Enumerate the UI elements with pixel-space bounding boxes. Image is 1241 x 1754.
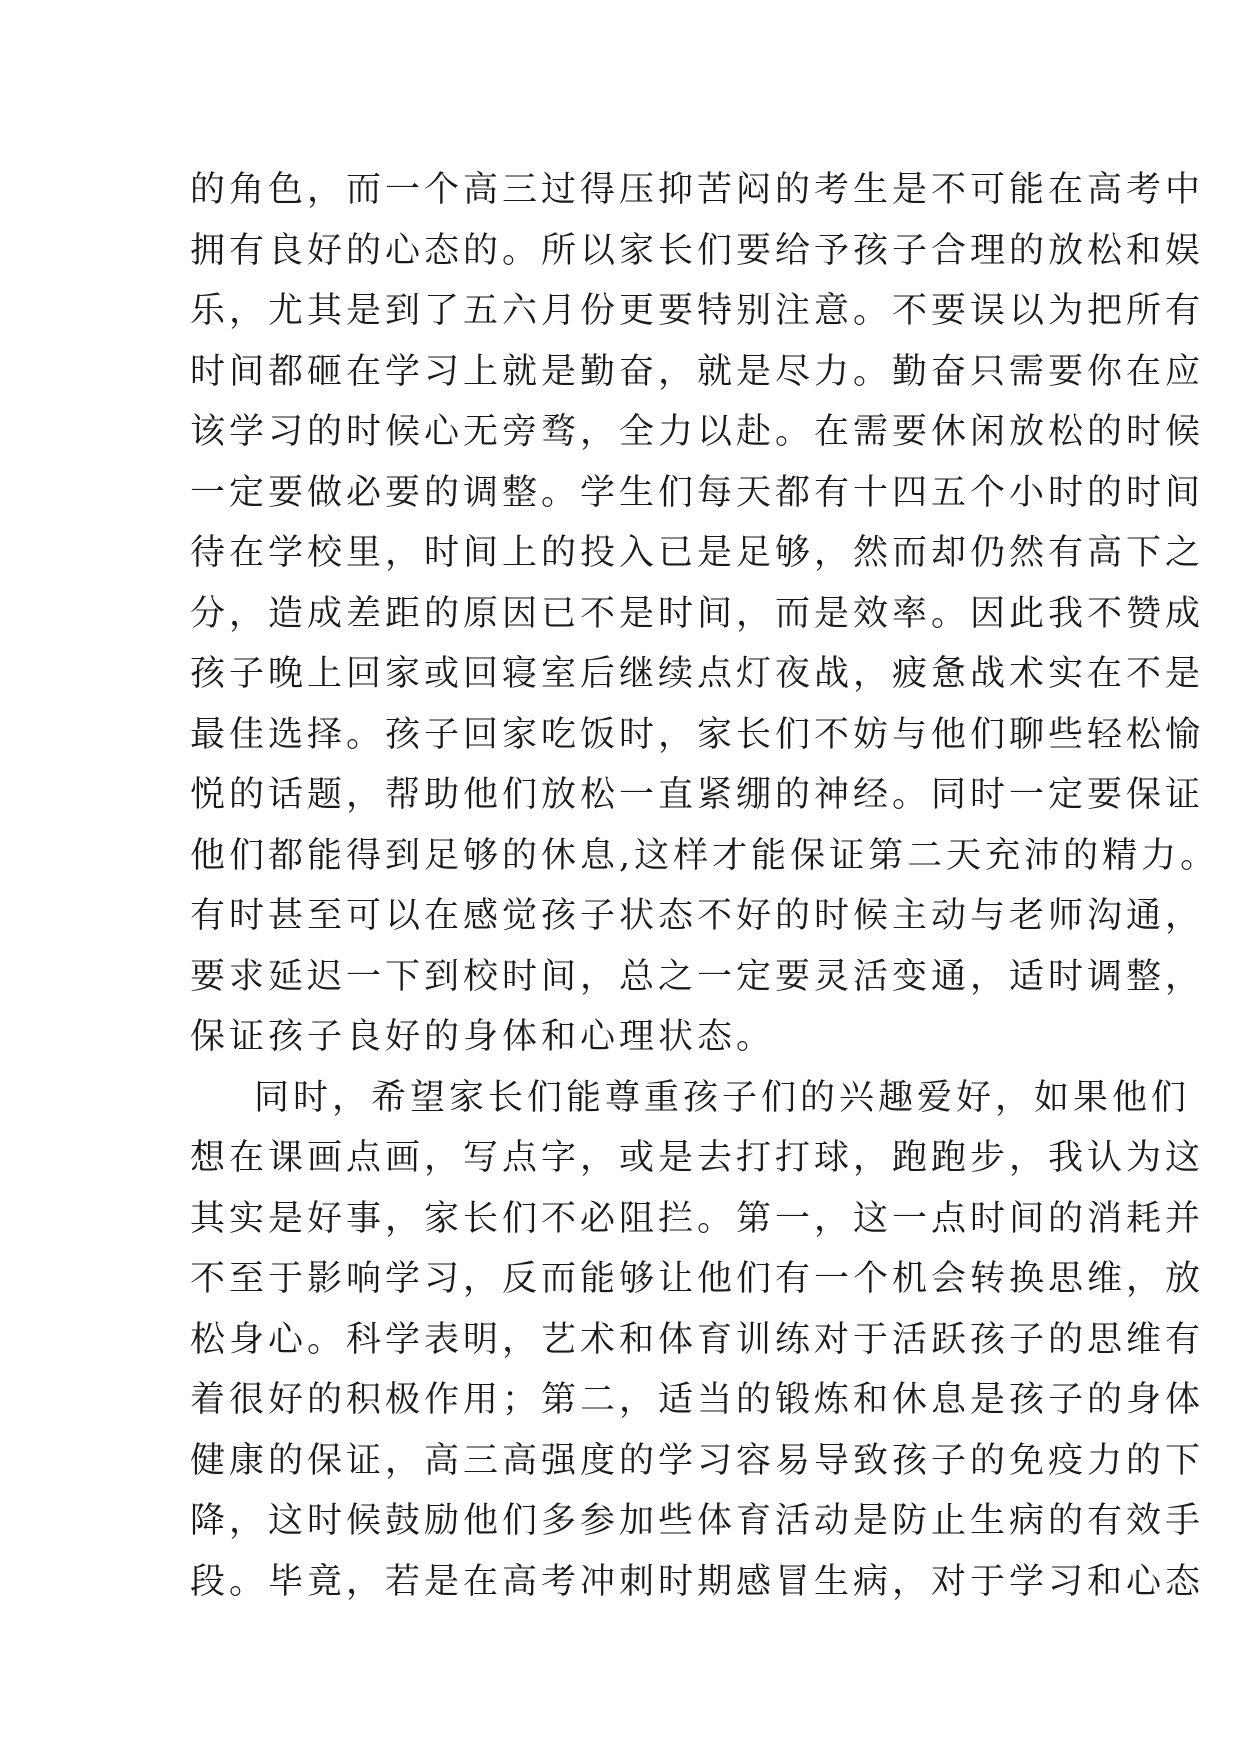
text-line: 着很好的积极作用；第二，适当的锻炼和休息是孩子的身体	[190, 1380, 1205, 1420]
text-line: 待在学校里，时间上的投入已是足够，然而却仍然有高下之	[190, 533, 1205, 573]
body-text	[190, 160, 1220, 1612]
text-line: 降，这时候鼓励他们多参加些体育活动是防止生病的有效手	[190, 1501, 1205, 1541]
text-line: 其实是好事，家长们不必阻拦。第一，这一点时间的消耗并	[190, 1198, 1205, 1239]
text-line: 最佳选择。孩子回家吃饭时，家长们不妨与他们聊些轻松愉	[190, 714, 1205, 755]
text-line: 要求延迟一下到校时间，总之一定要灵活变通，适时调整，	[190, 956, 1205, 997]
text-line: 分，造成差距的原因已不是时间，而是效率。因此我不赞成	[190, 593, 1205, 634]
text-line: 拥有良好的心态的。所以家长们要给予孩子合理的放松和娱	[190, 230, 1205, 271]
text-line: 悦的话题，帮助他们放松一直紧绷的神经。同时一定要保证	[190, 775, 1205, 815]
text-line: 他们都能得到足够的休息,这样才能保证第二天充沛的精力。	[190, 835, 1220, 876]
text-line: 乐，尤其是到了五六月份更要特别注意。不要误以为把所有	[190, 291, 1205, 331]
text-line: 保证孩子良好的身体和心理状态。	[190, 1017, 776, 1057]
text-line: 时间都砸在学习上就是勤奋，就是尽力。勤奋只需要你在应	[190, 351, 1205, 392]
text-line: 一定要做必要的调整。学生们每天都有十四五个小时的时间	[190, 472, 1205, 513]
text-line: 想在课画点画，写点字，或是去打打球，跑跑步，我认为这	[190, 1138, 1205, 1178]
text-line: 孩子晚上回家或回寝室后继续点灯夜战，疲惫战术实在不是	[190, 654, 1205, 694]
text-line: 该学习的时候心无旁骛，全力以赴。在需要休闲放松的时候	[190, 412, 1205, 452]
text-line: 的角色，而一个高三过得压抑苦闷的考生是不可能在高考中	[190, 170, 1205, 210]
text-line: 不至于影响学习，反而能够让他们有一个机会转换思维，放	[190, 1259, 1205, 1299]
text-line: 有时甚至可以在感觉孩子状态不好的时候主动与老师沟通，	[190, 896, 1205, 936]
text-line: 健康的保证，高三高强度的学习容易导致孩子的免疫力的下	[190, 1440, 1205, 1481]
text-line: 松身心。科学表明，艺术和体育训练对于活跃孩子的思维有	[190, 1319, 1205, 1360]
text-line: 段。毕竟，若是在高考冲刺时期感冒生病，对于学习和心态	[190, 1561, 1205, 1602]
paragraph-start-line: 同时，希望家长们能尊重孩子们的兴趣爱好，如果他们	[254, 1077, 1191, 1118]
